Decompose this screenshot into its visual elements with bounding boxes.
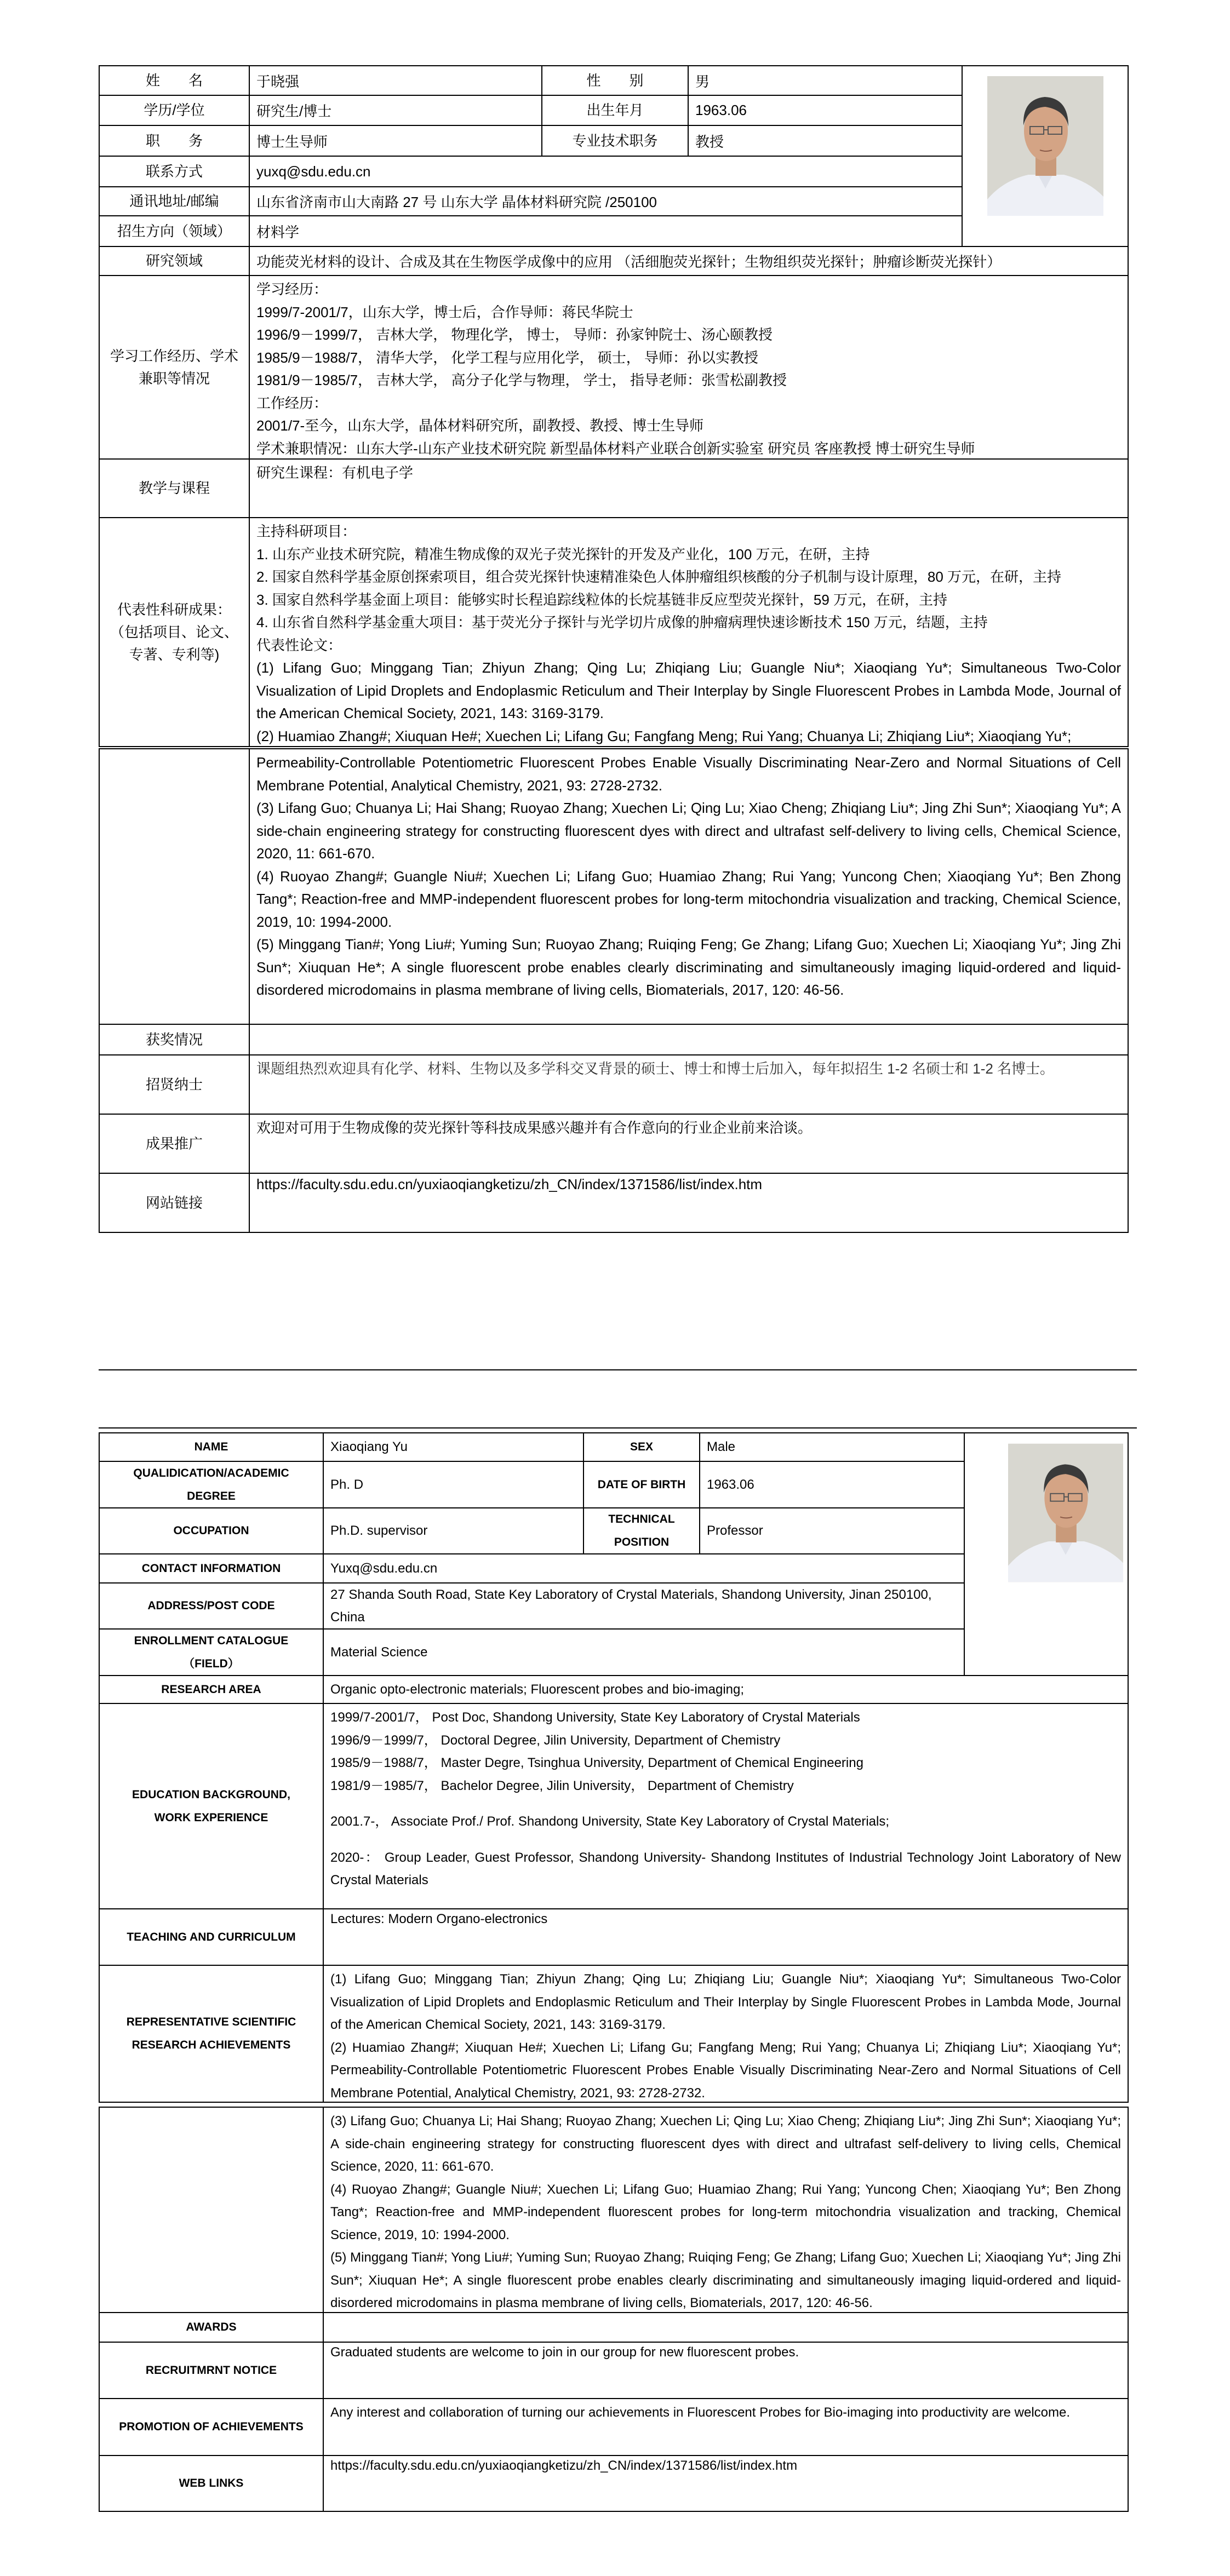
text-line: ENROLLMENT CATALOGUE [134,1634,289,1647]
awards-label: 获奖情况 [100,1025,250,1055]
achievements-lines [256,520,1121,747]
experience-lines [256,278,1121,460]
achievements-value-continued [324,2108,1129,2313]
text-line [330,1797,1121,1810]
post-value: 博士生导师 [250,126,542,157]
recruit-value [250,1055,1129,1115]
recruit-value: Graduated students are welcome to join in our group for new fluorescent probes. [324,2343,1129,2399]
awards-value [324,2313,1129,2343]
contact-email[interactable]: Yuxq@sdu.edu.cn [324,1554,965,1584]
research-label: RESEARCH AREA [100,1676,324,1704]
birth-label: DATE OF BIRTH [584,1462,700,1508]
achievements-label-continued [100,2108,324,2313]
text-line: (4) Ruoyao Zhang#; Guangle Niu#; Xuechen Li; Lifang Guo; Huamiao Zhang; Rui Yang; Yuncong Chen; Xiaoqiang Yu*; Ben Zhong Tang*; Reaction-free and MMP-independent fluorescent probes for long-term mitochondria visualization and tracking, Chemical Science, 2019, 10: 1994-2000. [256,868,1121,930]
title-value: Professor [700,1508,965,1554]
experience-value [324,1704,1129,1909]
text-line: 2001/7-至今，山东大学，晶体材料研究所，副教授、教授、博士生导师 [256,417,704,434]
achievements-value [250,518,1129,747]
text-line: TECHNICAL [608,1513,675,1525]
name-value: Xiaoqiang Yu [324,1433,584,1462]
degree-value: Ph. D [324,1462,584,1508]
name-value: 于晓强 [250,66,542,96]
text-line: 兼职等情况 [138,370,210,387]
text-line: 2020-： Group Leader, Guest Professor, Shandong University- Shandong Institutes of Industrial Technology Joint Laboratory of New Crystal Materials [330,1850,1121,1887]
text-line: 2001.7-， Associate Prof./ Prof. Shandong University, State Key Laboratory of Crystal Materials; [330,1814,890,1829]
title-label: 专业技术职务 [542,126,689,157]
text-line: 1996/9－1999/7， 吉林大学， 物理化学， 博士， 导师：孙家钟院士、汤心颐教授 [256,326,773,343]
research-label: 研究领域 [100,247,250,276]
degree-label: 学历/学位 [100,96,250,126]
post-value: Ph.D. supervisor [324,1508,584,1554]
achievements-label [100,518,250,747]
title-value: 教授 [689,126,963,157]
name-label: NAME [100,1433,324,1462]
text-line: 学习经历： [256,281,328,297]
photo-cell [963,66,1129,247]
recruit-label: 招贤纳士 [100,1055,250,1115]
text-line: (1) Lifang Guo; Minggang Tian; Zhiyun Zhang; Qing Lu; Zhiqiang Liu; Guangle Niu*; Xiaoqiang Yu*; Simultaneous Two-Color Visualization of Lipid Droplets and Endoplasmic Reticulum and Their Interplay by Single Fluorescent Probes in Lambda Mode, Journal of the American Chemical Society, 2021, 143: 3169-3179. [256,659,1121,721]
text-line: 1985/9－1988/7， 清华大学， 化学工程与应用化学， 硕士， 导师：孙以实教授 [256,349,758,366]
contact-label: CONTACT INFORMATION [100,1554,324,1584]
sex-value: 男 [689,66,963,96]
address-label: 通讯地址/邮编 [100,187,250,216]
achievements-label-continued [100,749,250,1025]
teaching-value: 研究生课程：有机电子学 [250,460,1129,518]
birth-label: 出生年月 [542,96,689,126]
address-value [324,1584,965,1630]
profile-table-chinese [99,65,1129,747]
recruit-label: RECRUITMRNT NOTICE [100,2343,324,2399]
enroll-label [100,1630,324,1676]
promotion-value: 欢迎对可用于生物成像的荧光探针等科技成果感兴趣并有合作意向的行业企业前来洽谈。 [250,1115,1129,1174]
text-line: (2) Huamiao Zhang#; Xiuquan He#; Xuechen Li; Lifang Gu; Fangfang Meng; Rui Yang; Chuanya Li; Zhiqiang Liu*; Xiaoqiang Yu*; [256,727,1072,744]
text-line: （包括项目、论文、 [110,623,238,640]
contact-label: 联系方式 [100,157,250,187]
text-line: DEGREE [187,1489,236,1502]
address-value: 山东省济南市山大南路 27 号 山东大学 晶体材料研究院 /250100 [250,187,963,216]
contact-email[interactable]: yuxq@sdu.edu.cn [250,157,963,187]
text-line: 学习工作经历、学术 [110,347,238,364]
text-line: 学术兼职情况：山东大学-山东产业技术研究院 新型晶体材料产业联合创新实验室 研究员 客座教授 博士研究生导师 [256,440,975,457]
text-line: EDUCATION BACKGROUND, [132,1788,290,1801]
text-line: QUALIDICATION/ACADEMIC [133,1466,289,1479]
text-line: 代表性科研成果： [117,601,231,618]
portrait-photo [987,76,1103,216]
enroll-value: Material Science [324,1630,965,1676]
degree-label [100,1462,324,1508]
table-top-rule [99,1427,1137,1428]
text-line: 1985/9－1988/7， Master Degre, Tsinghua University, Department of Chemical Engineering [330,1755,863,1770]
text-line: (1) Lifang Guo; Minggang Tian; Zhiyun Zhang; Qing Lu; Zhiqiang Liu; Guangle Niu*; Xiaoqiang Yu*; Simultaneous Two-Color Visualization of Lipid Droplets and Endoplasmic Reticulum and Their Interplay by Single Fluorescent Probes in Lambda Mode, Journal of the American Chemical Society, 2021, 143: 3169-3179. [330,1972,1121,2032]
teaching-value: Lectures: Modern Organo-electronics [324,1909,1129,1966]
text-line: (5) Minggang Tian#; Yong Liu#; Yuming Sun; Ruoyao Zhang; Ruiqing Feng; Ge Zhang; Lifang Guo; Xuechen Li; Xiaoqiang Yu*; Jing Zhi Sun*; Xiuquan He*; A single fluorescent probe enables clearly discriminating and simultaneously imaging liquid-ordered and liquid-disordered microdomains in plasma membrane of living cells, Biomaterials, 2017, 120: 46-56. [256,936,1121,998]
text-line: 3. 国家自然科学基金面上项目：能够实时长程追踪线粒体的长烷基链非反应型荧光探针，59 万元，在研，主持 [256,591,948,608]
text-line: 4. 山东省自然科学基金重大项目：基于荧光分子探针与光学切片成像的肿瘤病理快速诊断技术 150 万元，结题，主持 [256,614,988,630]
research-value: 功能荧光材料的设计、合成及其在生物医学成像中的应用 （活细胞荧光探针；生物组织荧光探针；肿瘤诊断荧光探针） [250,247,1129,276]
achievements-lines [256,751,1121,1002]
text-line: 工作经历： [256,394,328,411]
text-line: (2) Huamiao Zhang#; Xiuquan He#; Xuechen Li; Lifang Gu; Fangfang Meng; Rui Yang; Chuanya Li; Zhiqiang Liu*; Xiaoqiang Yu*; Permeability-Controllable Potentiometric Fluorescent Probes Enable Visually Discriminating Near-Zero and Normal Situations of Cell Membrane Potential, Analytical Chemistry, 2021, 93: 2728-2732. [330,2040,1121,2101]
experience-lines [330,1706,1121,1892]
post-label: OCCUPATION [100,1508,324,1554]
sex-value: Male [700,1433,965,1462]
degree-value: 研究生/博士 [250,96,542,126]
portrait-photo [1008,1443,1123,1583]
experience-label [100,276,250,460]
text-line: (5) Minggang Tian#; Yong Liu#; Yuming Sun; Ruoyao Zhang; Ruiqing Feng; Ge Zhang; Lifang Guo; Xuechen Li; Xiaoqiang Yu*; Jing Zhi Sun*; Xiuquan He*; A single fluorescent probe enables clearly discriminating and simultaneously imaging liquid-ordered and liquid-disordered microdomains in plasma membrane of living cells, Biomaterials, 2017, 120: 46-56. [330,2250,1121,2310]
birth-value: 1963.06 [700,1462,965,1508]
post-label: 职 务 [100,126,250,157]
text-line: REPRESENTATIVE SCIENTIFIC [126,2016,296,2028]
experience-label [100,1704,324,1909]
text-line [330,1833,1121,1846]
recruit-text: 课题组热烈欢迎具有化学、材料、生物以及多学科交叉背景的硕士、博士和博士后加入，每年拟招生 1-2 名硕士和 1-2 名博士。 [256,1060,1055,1077]
page-divider [99,1369,1137,1370]
text-line: 主持科研项目： [256,523,357,540]
text-line: 代表性论文： [256,636,342,653]
address-text: 27 Shanda South Road, State Key Laboratory of Crystal Materials, Shandong University, Jinan 250100, China [330,1587,932,1625]
promotion-value [324,2399,1129,2456]
achievements-lines [330,2110,1121,2313]
research-value: Organic opto-electronic materials; Fluorescent probes and bio-imaging; [324,1676,1129,1704]
profile-table-english-continued [99,2107,1129,2512]
text-line: 1981/9－1985/7， 吉林大学， 高分子化学与物理， 学士， 指导老师：张雪松副教授 [256,372,787,388]
text-line: 专著、专利等) [129,646,220,663]
profile-table-chinese-continued [99,748,1129,1233]
text-line: Permeability-Controllable Potentiometric Fluorescent Probes Enable Visually Discriminating Near-Zero and Normal Situations of Cell Membrane Potential, Analytical Chemistry, 2021, 93: 2728-2732. [256,754,1121,794]
awards-label: AWARDS [100,2313,324,2343]
text-line: 1996/9－1999/7， Doctoral Degree, Jilin University, Department of Chemistry [330,1732,781,1748]
achievements-value [324,1966,1129,2103]
text-line: 1999/7-2001/7，山东大学，博士后，合作导师：蒋民华院士 [256,303,633,320]
text-line: (3) Lifang Guo; Chuanya Li; Hai Shang; Ruoyao Zhang; Xuechen Li; Qing Lu; Xiao Cheng; Zhiqiang Liu*; Jing Zhi Sun*; Xiaoqiang Yu*; A side-chain engineering strategy for constructing fluorescent dyes with direct and ultrafast self-delivery to living cells, Chemical Science, 2020, 11: 661-670. [256,800,1121,862]
text-line: POSITION [614,1536,670,1548]
teaching-label: 教学与课程 [100,460,250,518]
text-line: 1. 山东产业技术研究院，精准生物成像的双光子荧光探针的开发及产业化，100 万元，在研，主持 [256,546,870,563]
address-label: ADDRESS/POST CODE [100,1584,324,1630]
promotion-label: 成果推广 [100,1115,250,1174]
name-label: 姓 名 [100,66,250,96]
text-line: （FIELD） [183,1657,239,1670]
text-line: 1981/9－1985/7， Bachelor Degree, Jilin University， Department of Chemistry [330,1778,794,1793]
awards-value [250,1025,1129,1055]
sex-label: SEX [584,1433,700,1462]
text-line: WORK EXPERIENCE [154,1811,268,1824]
text-line: 1999/7-2001/7， Post Doc, Shandong University, State Key Laboratory of Crystal Materials [330,1710,860,1725]
text-line: RESEARCH ACHIEVEMENTS [131,2039,291,2051]
enroll-label: 招生方向（领域） [100,216,250,247]
promotion-text: Any interest and collaboration of turning our achievements in Fluorescent Probes for Bio-imaging into productivity are welcome. [330,2405,1071,2420]
achievements-label [100,1966,324,2103]
photo-cell [965,1433,1129,1676]
achievements-value-continued [250,749,1129,1025]
experience-value [250,276,1129,460]
text-line: (4) Ruoyao Zhang#; Guangle Niu#; Xuechen Li; Lifang Guo; Huamiao Zhang; Rui Yang; Yuncong Chen; Xiaoqiang Yu*; Ben Zhong Tang*; Reaction-free and MMP-independent fluorescent probes for long-term mitochondria visualization and tracking, Chemical Science, 2019, 10: 1994-2000. [330,2182,1121,2242]
promotion-label: PROMOTION OF ACHIEVEMENTS [100,2399,324,2456]
web-link[interactable]: https://faculty.sdu.edu.cn/yuxiaoqiangketizu/zh_CN/index/1371586/list/index.htm [324,2456,1129,2512]
text-line: (3) Lifang Guo; Chuanya Li; Hai Shang; Ruoyao Zhang; Xuechen Li; Qing Lu; Xiao Cheng; Zhiqiang Liu*; Jing Zhi Sun*; Xiaoqiang Yu*; A side-chain engineering strategy for constructing fluorescent dyes with direct and ultrafast self-delivery to living cells, Chemical Science, 2020, 11: 661-670. [330,2114,1121,2174]
birth-value: 1963.06 [689,96,963,126]
text-line: 2. 国家自然科学基金原创探索项目，组合荧光探针快速精准染色人体肿瘤组织核酸的分子机制与设计原理，80 万元，在研，主持 [256,569,1062,585]
web-label: 网站链接 [100,1174,250,1233]
title-label [584,1508,700,1554]
profile-table-english [99,1432,1129,2103]
web-label: WEB LINKS [100,2456,324,2512]
enroll-value: 材料学 [250,216,963,247]
web-link[interactable]: https://faculty.sdu.edu.cn/yuxiaoqiangketizu/zh_CN/index/1371586/list/index.htm [250,1174,1129,1233]
sex-label: 性 别 [542,66,689,96]
teaching-label: TEACHING AND CURRICULUM [100,1909,324,1966]
achievements-lines [330,1968,1121,2103]
